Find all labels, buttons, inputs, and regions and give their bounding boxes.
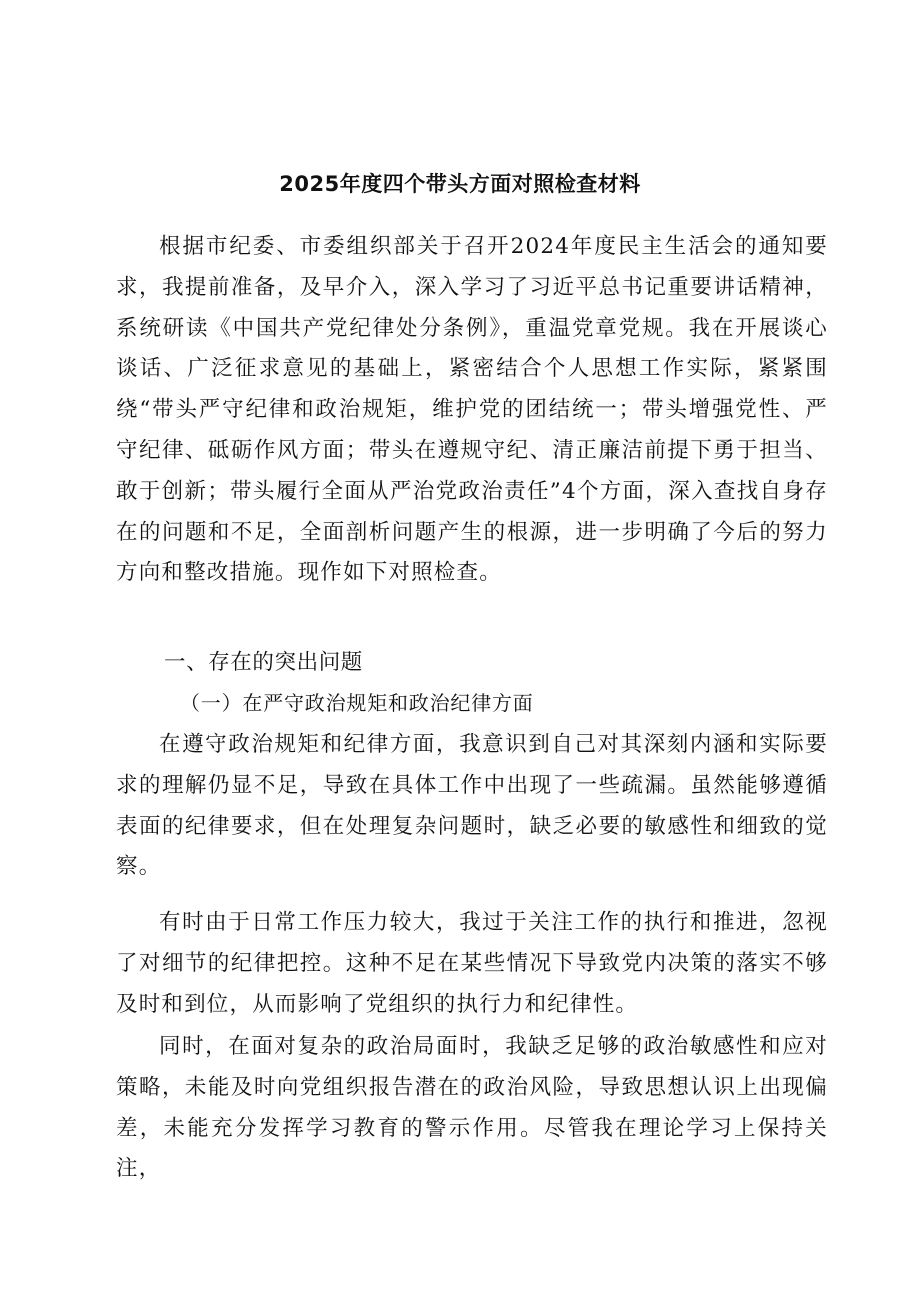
section-heading: 一、存在的突出问题 (164, 650, 363, 675)
body-paragraph: 有时由于日常工作压力较大，我过于关注工作的执行和推进，忽视了对细节的纪律把控。这种不足在某些情况下导致党内决策的落实不够及时和到位，从而影响了党组织的执行力和纪律性。 (116, 910, 828, 1017)
body-paragraph: 在遵守政治规矩和纪律方面，我意识到自己对其深刻内涵和实际要求的理解仍显不足，导致在具体工作中出现了一些疏漏。虽然能够遵循表面的纪律要求，但在处理复杂问题时，缺乏必要的敏感性和细致的觉察。 (116, 732, 828, 880)
intro-paragraph: 根据市纪委、市委组织部关于召开2024年度民主生活会的通知要求，我提前准备，及早介入，深入学习了习近平总书记重要讲话精神，系统研读《中国共产党纪律处分条例》，重温党章党规。我在开展谈心谈话、广泛征求意见的基础上，紧密结合个人思想工作实际，紧紧围绕“带头严守纪律和政治规矩，维护党的团结统一；带头增强党性、严守纪律、砥砺作风方面；带头在遵规守纪、清正廉洁前提下勇于担当、敢于创新；带头履行全面从严治党政治责任”4个方面，深入查找自身存在的问题和不足，全面剖析问题产生的根源，进一步明确了今后的努力方向和整改措施。现作如下对照检查。 (116, 234, 828, 586)
document-title: 2025年度四个带头方面对照检查材料 (279, 172, 641, 196)
subsection-heading: （一）在严守政治规矩和政治纪律方面 (180, 691, 534, 715)
body-paragraph: 同时，在面对复杂的政治局面时，我缺乏足够的政治敏感性和应对策略，未能及时向党组织报告潜在的政治风险，导致思想认识上出现偏差，未能充分发挥学习教育的警示作用。尽管我在理论学习上保持关注， (116, 1034, 828, 1182)
